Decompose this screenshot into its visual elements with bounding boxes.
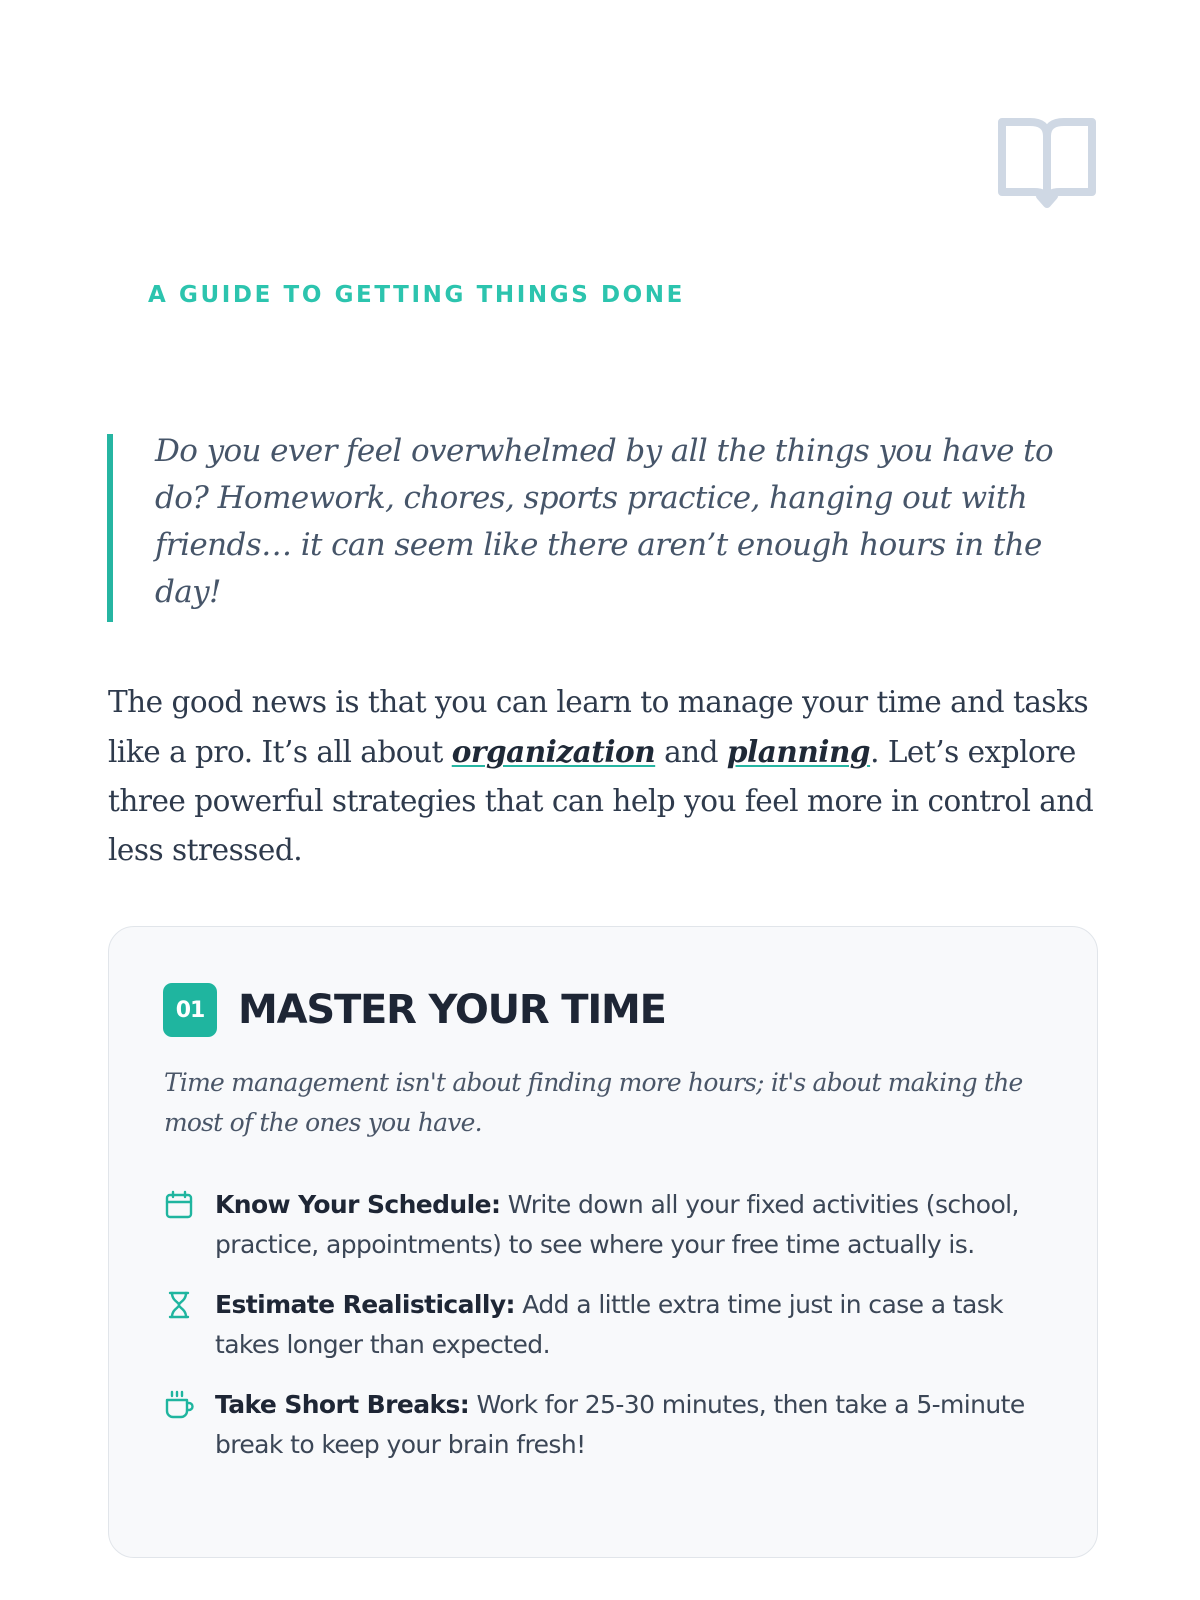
tip-text <box>215 1385 1043 1465</box>
calendar-icon <box>163 1189 195 1221</box>
tip-body: Add a little extra time just in case a task takes longer than expected. <box>215 1290 1004 1359</box>
tips-list <box>163 1185 1043 1485</box>
section-number-badge: 01 <box>163 983 217 1037</box>
emphasis-organization: organization <box>451 734 656 769</box>
section-card <box>108 926 1098 1558</box>
eyebrow-title: A GUIDE TO GETTING THINGS DONE <box>148 282 685 308</box>
open-book-icon <box>996 116 1098 208</box>
section-title: MASTER YOUR TIME <box>238 987 666 1033</box>
section-subtitle: Time management isn't about finding more hours; it's about making the most of the ones you have. <box>164 1068 1023 1137</box>
tip-item-breaks <box>163 1385 1043 1465</box>
tip-label: Estimate Realistically: <box>215 1290 515 1319</box>
emphasis-planning: planning <box>726 734 871 769</box>
pull-quote <box>107 434 1097 622</box>
tip-body: Write down all your fixed activities (school, practice, appointments) to see where your free time actually is. <box>215 1190 1019 1259</box>
coffee-cup-icon <box>163 1389 195 1421</box>
tip-label: Know Your Schedule: <box>215 1190 501 1219</box>
intro-text-1: The good news is that you can learn to manage your time and tasks like a pro. It’s all about <box>108 685 1089 769</box>
intro-text-3: . Let’s explore three powerful strategies that can help you feel more in control and less stressed. <box>108 735 1094 867</box>
tip-body: Work for 25-30 minutes, then take a 5-minute break to keep your brain fresh! <box>215 1390 1025 1459</box>
tip-item-schedule <box>163 1185 1043 1265</box>
hourglass-icon <box>163 1289 195 1321</box>
tip-item-estimate <box>163 1285 1043 1365</box>
intro-text-2: and <box>655 735 727 769</box>
section-heading <box>163 983 666 1037</box>
tip-text <box>215 1285 1043 1365</box>
pull-quote-text: Do you ever feel overwhelmed by all the things you have to do? Homework, chores, sports practice, hanging out with friends… it can seem like there aren’t enough hours in the day! <box>155 433 1054 610</box>
tip-label: Take Short Breaks: <box>215 1390 470 1419</box>
tip-text <box>215 1185 1043 1265</box>
intro-paragraph <box>108 678 1098 875</box>
